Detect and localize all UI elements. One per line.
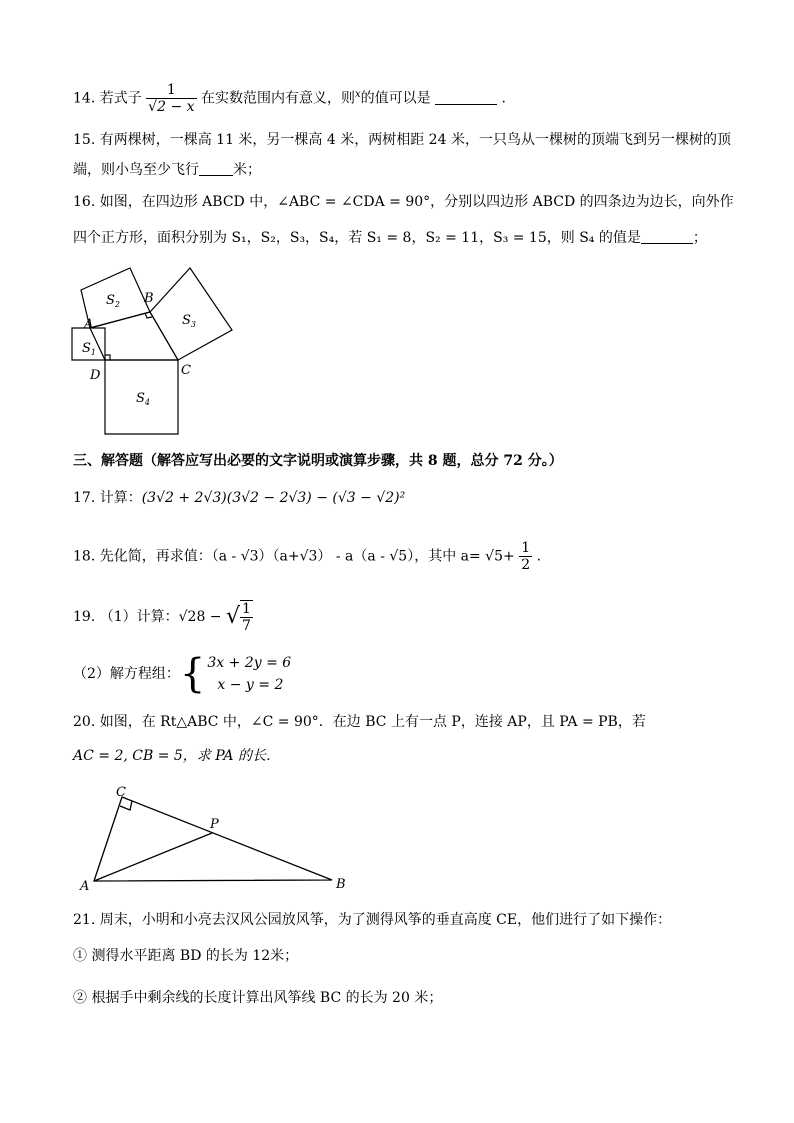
question-19-part1: [73, 600, 253, 634]
label-p: P: [210, 817, 219, 832]
square-s3: [150, 268, 232, 360]
label-a: A: [80, 879, 90, 894]
q14-frac-den: √2 − x: [148, 99, 195, 115]
question-21-step2: ② 根据手中剩余线的长度计算出风筝线 BC 的长为 20 米；: [73, 990, 443, 1006]
q14-fraction: [146, 82, 196, 115]
q19-fraction: [240, 600, 253, 634]
label-s3: $S_3$: [182, 313, 196, 329]
q18-text: 18. 先化简，再求值：（a - √3）（a+√3） - a（a - √5），其中 a= √5+: [73, 548, 515, 565]
question-20-line1: 20. 如图，在 Rt△ABC 中，∠C = 90°．在边 BC 上有一点 P，连接 AP，且 PA = PB，若: [73, 714, 646, 730]
q19-part2-label: （2）解方程组：: [73, 666, 180, 682]
q19-brace: {: [179, 651, 206, 697]
q17-expression: (3√2 + 2√3)(3√2 − 2√3) − (√3 − √2)²: [141, 490, 406, 506]
q18-frac-num: 1: [521, 540, 531, 556]
label-a: A: [84, 317, 94, 332]
question-16-line1: 16. 如图，在四边形 ABCD 中，∠ABC = ∠CDA = 90°，分别以四边形 ABCD 的四条边为边长，向外作: [73, 194, 734, 210]
question-15-line1: 15. 有两棵树，一棵高 11 米，另一棵高 4 米，两树相距 24 米，一只鸟从一棵树的顶端飞到另一棵树的顶: [73, 132, 731, 148]
q18-end: .: [536, 548, 542, 565]
question-15-line2: [73, 160, 261, 180]
q16-answer-blank[interactable]: [641, 229, 693, 244]
q14-mid: 在实数范围内有意义，则: [200, 90, 355, 107]
question-17: [73, 488, 405, 508]
label-s2: $S_2$: [106, 293, 120, 309]
label-b: B: [336, 877, 346, 892]
q19-frac-num: 1: [242, 601, 251, 617]
q19-frac-den: 7: [242, 618, 251, 634]
q19-part1-text: 19. （1）计算：√28 −: [73, 609, 222, 625]
q15-answer-blank[interactable]: [199, 161, 233, 176]
q16-end: ；: [692, 230, 707, 246]
q19-root-sign: √: [226, 604, 241, 629]
q18-fraction: [519, 540, 532, 573]
label-d: D: [90, 368, 101, 383]
q17-label: 17. 计算：: [73, 490, 142, 506]
q14-prefix: 14. 若式子: [73, 90, 142, 107]
q14-end: .: [501, 90, 506, 107]
question-21-step1: ① 测得水平距离 BD 的长为 12米；: [73, 948, 299, 964]
q16-squares-figure: [60, 262, 250, 440]
segment-ap: [94, 833, 212, 881]
label-c: C: [181, 363, 191, 378]
q14-var: x: [354, 88, 361, 100]
question-21-line1: 21. 周末，小明和小亮去汉风公园放风筝，为了测得风筝的垂直高度 CE，他们进行了如下操作：: [73, 912, 672, 928]
question-14: [73, 82, 506, 115]
quadrilateral-abcd: [90, 312, 178, 360]
q14-answer-blank[interactable]: [435, 90, 497, 105]
right-angle-c: [120, 801, 132, 810]
question-18: [73, 540, 541, 573]
question-16-line2: [73, 228, 707, 248]
label-s4: $S_4$: [136, 391, 150, 407]
question-19-part2: [73, 652, 291, 696]
label-c: C: [116, 785, 126, 800]
q15-text: 端，则小鸟至少飞行: [73, 162, 199, 178]
label-b: B: [144, 291, 154, 306]
q15-unit: 米；: [233, 162, 261, 178]
q19-equation-system: [207, 652, 291, 696]
right-angle-d: [105, 355, 110, 360]
q20-triangle-figure: [74, 784, 354, 894]
q16-text: 四个正方形，面积分别为 S₁，S₂，S₃，S₄，若 S₁ = 8，S₂ = 11，S₃ = 15，则 S₄ 的值是: [73, 230, 641, 246]
question-20-line2: AC = 2, CB = 5，求 PA 的长．: [73, 748, 280, 764]
q18-frac-den: 2: [521, 557, 531, 573]
q19-eq2: x − y = 2: [217, 677, 284, 693]
q19-eq1: 3x + 2y = 6: [207, 655, 292, 671]
q14-suffix: 的值可以是: [360, 90, 431, 107]
label-s1: $S_1$: [82, 341, 96, 357]
q14-frac-num: 1: [146, 82, 196, 99]
section-3-title: 三、解答题（解答应写出必要的文字说明或演算步骤，共 8 题，总分 72 分。）: [73, 453, 563, 469]
